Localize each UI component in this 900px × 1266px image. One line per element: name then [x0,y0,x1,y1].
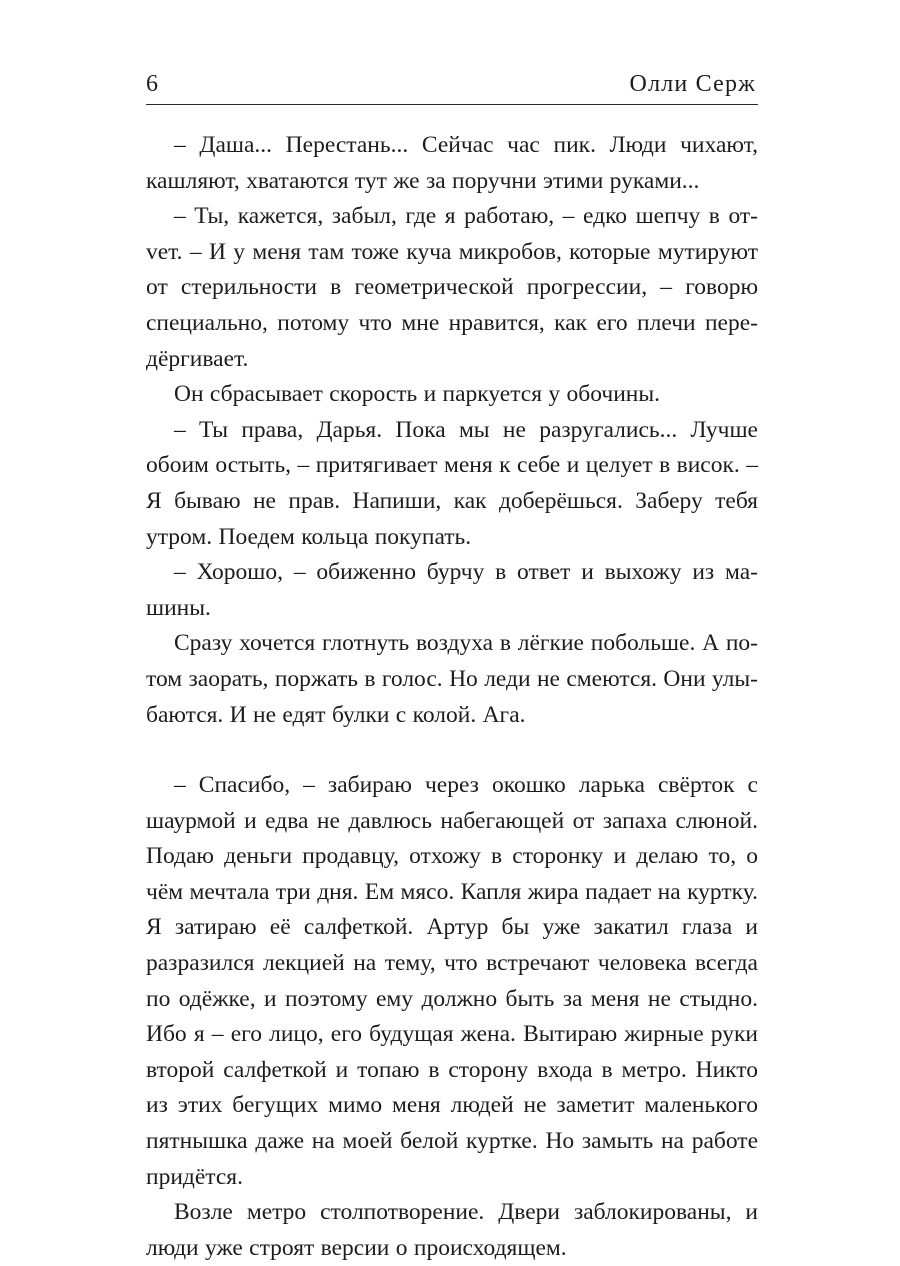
paragraph: – Ты права, Дарья. Пока мы не разругались... Лучше обоим остыть, – притягивает меня к себе и целует в висок. – Я бываю не прав. Напиши, как доберёшься. Заберу тебя утром. Поедем кольца покупать. [146,416,758,550]
running-title: Олли Серж [629,71,756,97]
paragraph: Возле метро столпотворение. Двери заблокированы, и люди уже строят версии о происходящем. [146,1199,758,1261]
paragraph: – Спасибо, – забираю через окошко ларька свёрток с шаурмой и едва не давлюсь набегающей от запаха слюной. Подаю деньги продавцу, отхожу в сторонку и делаю то, о чём мечтала три дня. Ем мясо. Капля жира падает на куртку. Я затираю её салфеткой. Артур бы уже закатил глаза и разразился лекцией на тему, что встречают человека всегда по одёжке, и поэтому ему должно быть за меня не стыдно. Ибо я – его лицо, его будущая жена. Вытираю жирные руки второй салфеткой и топаю в сторону входа в метро. Никто из этих бегущих мимо меня людей не заметит маленького пятнышка даже на моей белой куртке. Но замыть на работе придётся. [146,772,758,1190]
paragraph: Он сбрасывает скорость и паркуется у обочины. [174,381,661,408]
scene-break [146,733,758,768]
paragraph: – Даша... Перестань... Сейчас час пик. Люди чихают, кашляют, хватаются тут же за поручни этими руками... [146,132,758,194]
body-text [146,128,758,1266]
paragraph: – Ты, кажется, забыл, где я работаю, – едко шепчу в отvет. – И у меня там тоже куча микробов, которые мутируют от стерильности в геометрической прогрессии, – говорю специально, потому что мне нравится, как его плечи передёргивает. [146,203,758,372]
page-number: 6 [146,71,158,97]
paragraph: – Хорошо, – обиженно бурчу в ответ и выхожу из машины. [146,559,758,621]
header-rule [146,104,758,105]
page-header [146,66,758,100]
paragraph: Сразу хочется глотнуть воздуха в лёгкие побольше. А потом заорать, поржать в голос. Но леди не смеются. Они улыбаются. И не едят булки с колой. Ага. [146,630,758,728]
